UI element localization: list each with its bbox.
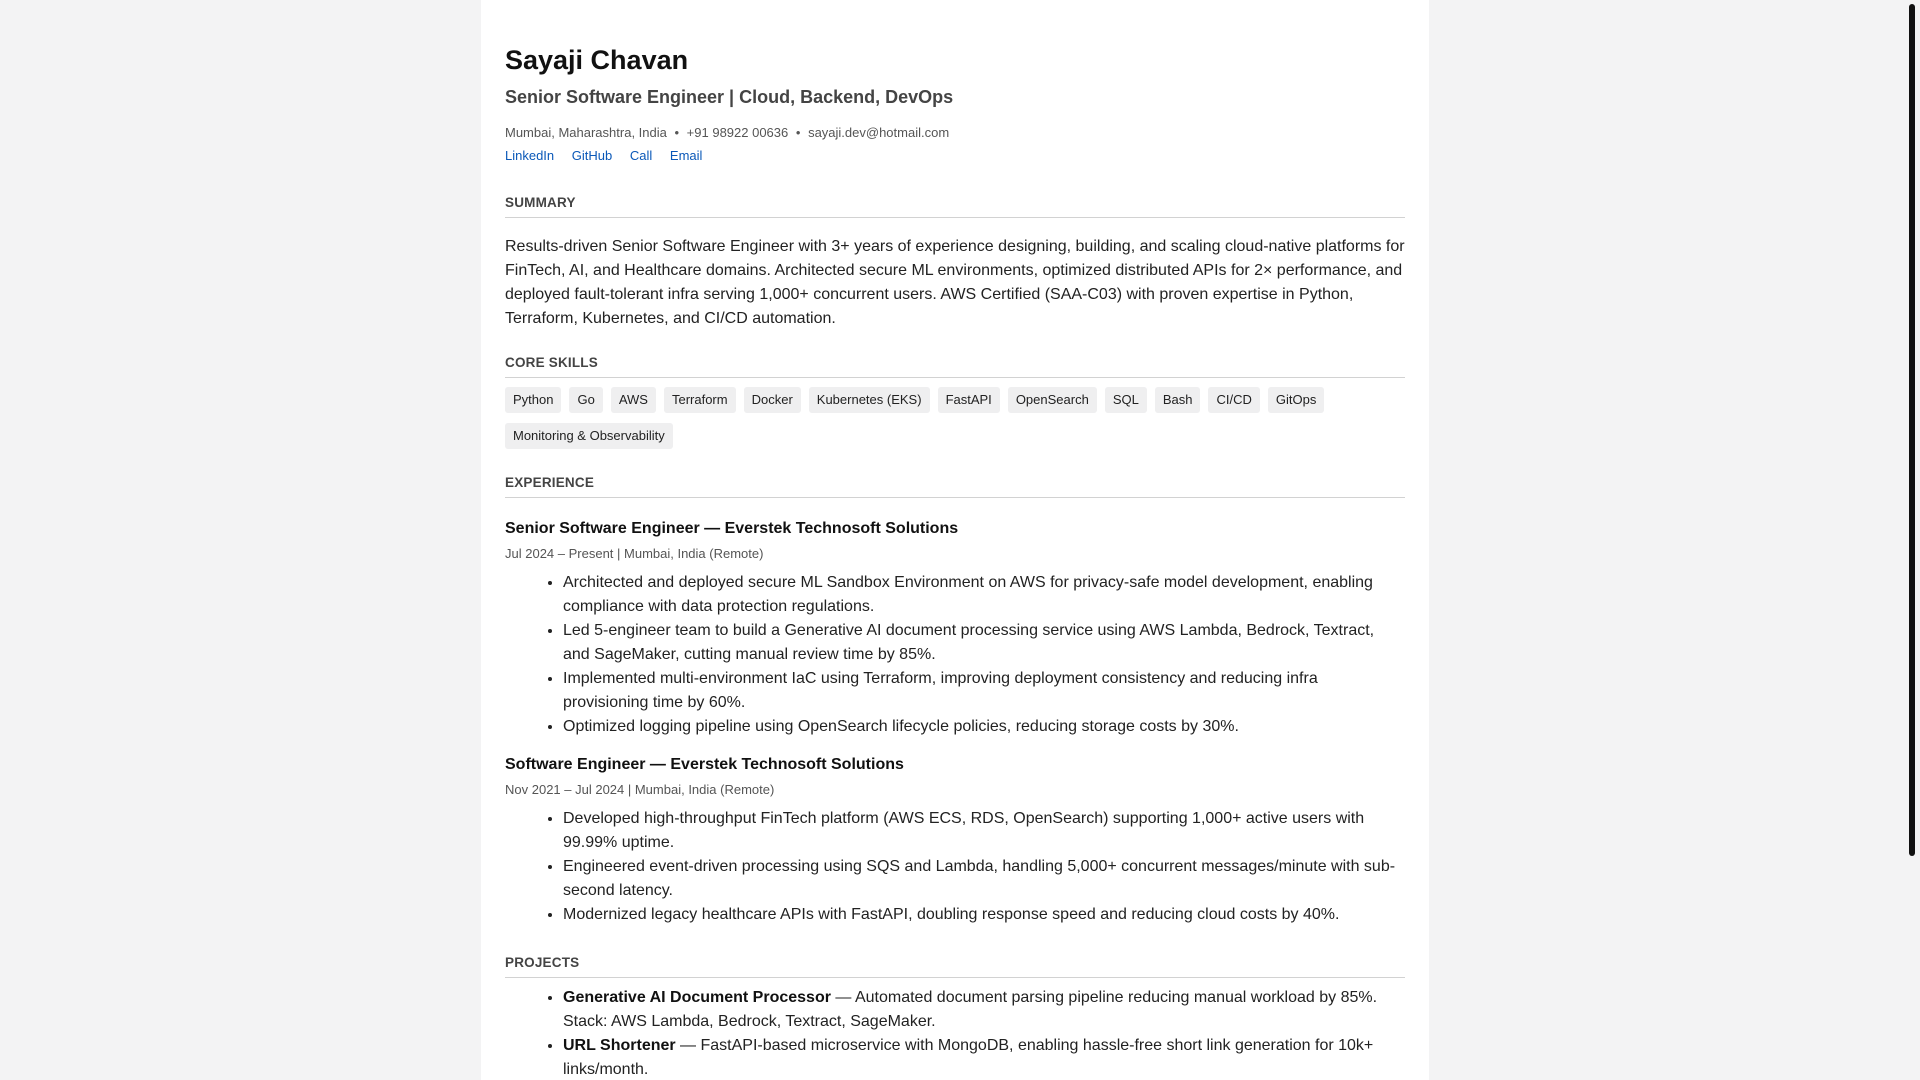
job-bullet: • Optimized logging pipeline using OpenSearch lifecycle policies, reducing storage costs by 30%. (563, 715, 1405, 739)
github-link[interactable]: GitHub (571, 148, 613, 163)
job-bullet: • Architected and deployed secure ML Sandbox Environment on AWS for privacy-safe model development, enabling compliance with data protection regulations. (563, 571, 1405, 619)
job-title: Senior Software Engineer — Everstek Technosoft Solutions (505, 520, 959, 537)
job-bullet: • Modernized legacy healthcare APIs with FastAPI, doubling response speed and reducing cloud costs by 40%. (563, 903, 1405, 927)
skill-chip: Kubernetes (EKS) (809, 387, 930, 413)
candidate-name: Sayaji Chavan (505, 45, 689, 75)
call-link[interactable]: Call (629, 148, 653, 163)
skills-list (505, 387, 1355, 449)
location: Mumbai, Maharashtra, India (505, 125, 667, 140)
linkedin-link[interactable]: LinkedIn (505, 148, 555, 163)
project-description: — Automated document parsing pipeline reducing manual workload by 85%. Stack: AWS Lambda, Bedrock, Textract, SageMaker. (563, 989, 1378, 1030)
skill-chip: OpenSearch (1008, 387, 1097, 413)
project-item (563, 986, 1405, 1034)
skill-chip: FastAPI (938, 387, 1000, 413)
separator: • (795, 125, 801, 140)
job-meta: Jul 2024 – Present | Mumbai, India (Remote) (505, 546, 764, 561)
skill-chip: Docker (744, 387, 801, 413)
project-name: Generative AI Document Processor (563, 989, 831, 1006)
skill-chip: SQL (1105, 387, 1147, 413)
projects-heading: PROJECTS (505, 955, 1405, 978)
email-link[interactable]: Email (669, 148, 703, 163)
skills-heading: CORE SKILLS (505, 355, 1405, 378)
vertical-scrollbar[interactable] (1905, 0, 1920, 1080)
contact-line (505, 125, 1405, 141)
job-entry (505, 755, 1405, 927)
phone: +91 98922 00636 (686, 125, 789, 140)
email-address: sayaji.dev@hotmail.com (808, 125, 950, 140)
separator: • (674, 125, 680, 140)
experience-heading: EXPERIENCE (505, 475, 1405, 498)
skill-chip: CI/CD (1208, 387, 1259, 413)
job-entry (505, 519, 1405, 739)
project-description: — FastAPI-based microservice with MongoDB, enabling hassle-free short link generation for 10k+ links/month. (563, 1037, 1374, 1078)
skill-chip: Go (569, 387, 602, 413)
job-bullet: • Engineered event-driven processing using SQS and Lambda, handling 5,000+ concurrent messages/minute with sub-second latency. (563, 855, 1405, 903)
project-item (563, 1034, 1405, 1080)
job-meta: Nov 2021 – Jul 2024 | Mumbai, India (Remote) (505, 782, 775, 797)
job-bullets (505, 807, 1405, 927)
skill-chip: GitOps (1268, 387, 1324, 413)
resume-page (481, 0, 1429, 1080)
skill-chip: Terraform (664, 387, 736, 413)
scrollbar-thumb[interactable] (1909, 4, 1915, 856)
skill-chip: Bash (1155, 387, 1201, 413)
job-bullet: • Led 5-engineer team to build a Generative AI document processing service using AWS Lambda, Bedrock, Textract, and SageMaker, cutting manual review time by 85%. (563, 619, 1405, 667)
projects-list (505, 986, 1405, 1080)
job-bullet: • Implemented multi-environment IaC using Terraform, improving deployment consistency and reducing infra provisioning time by 60%. (563, 667, 1405, 715)
summary-text: Results-driven Senior Software Engineer with 3+ years of experience designing, building, and scaling cloud-native platforms for FinTech, AI, and Healthcare domains. Architected secure ML environments, optimized distributed APIs for 2× performance, and deployed fault-tolerant infra serving 1,000+ concurrent users. AWS Certified (SAA-C03) with proven expertise in Python, Terraform, Kubernetes, and CI/CD automation. (505, 238, 1405, 327)
skill-chip: AWS (611, 387, 656, 413)
job-bullet: • Developed high-throughput FinTech platform (AWS ECS, RDS, OpenSearch) supporting 1,000+ active users with 99.99% uptime. (563, 807, 1405, 855)
skill-chip: Monitoring & Observability (505, 423, 673, 449)
job-bullets (505, 571, 1405, 739)
summary-heading: SUMMARY (505, 195, 1405, 218)
project-name: URL Shortener (563, 1037, 676, 1054)
job-title: Software Engineer — Everstek Technosoft Solutions (505, 756, 904, 773)
headline: Senior Software Engineer | Cloud, Backend, DevOps (505, 87, 954, 107)
skill-chip: Python (505, 387, 561, 413)
profile-links (505, 148, 1405, 164)
